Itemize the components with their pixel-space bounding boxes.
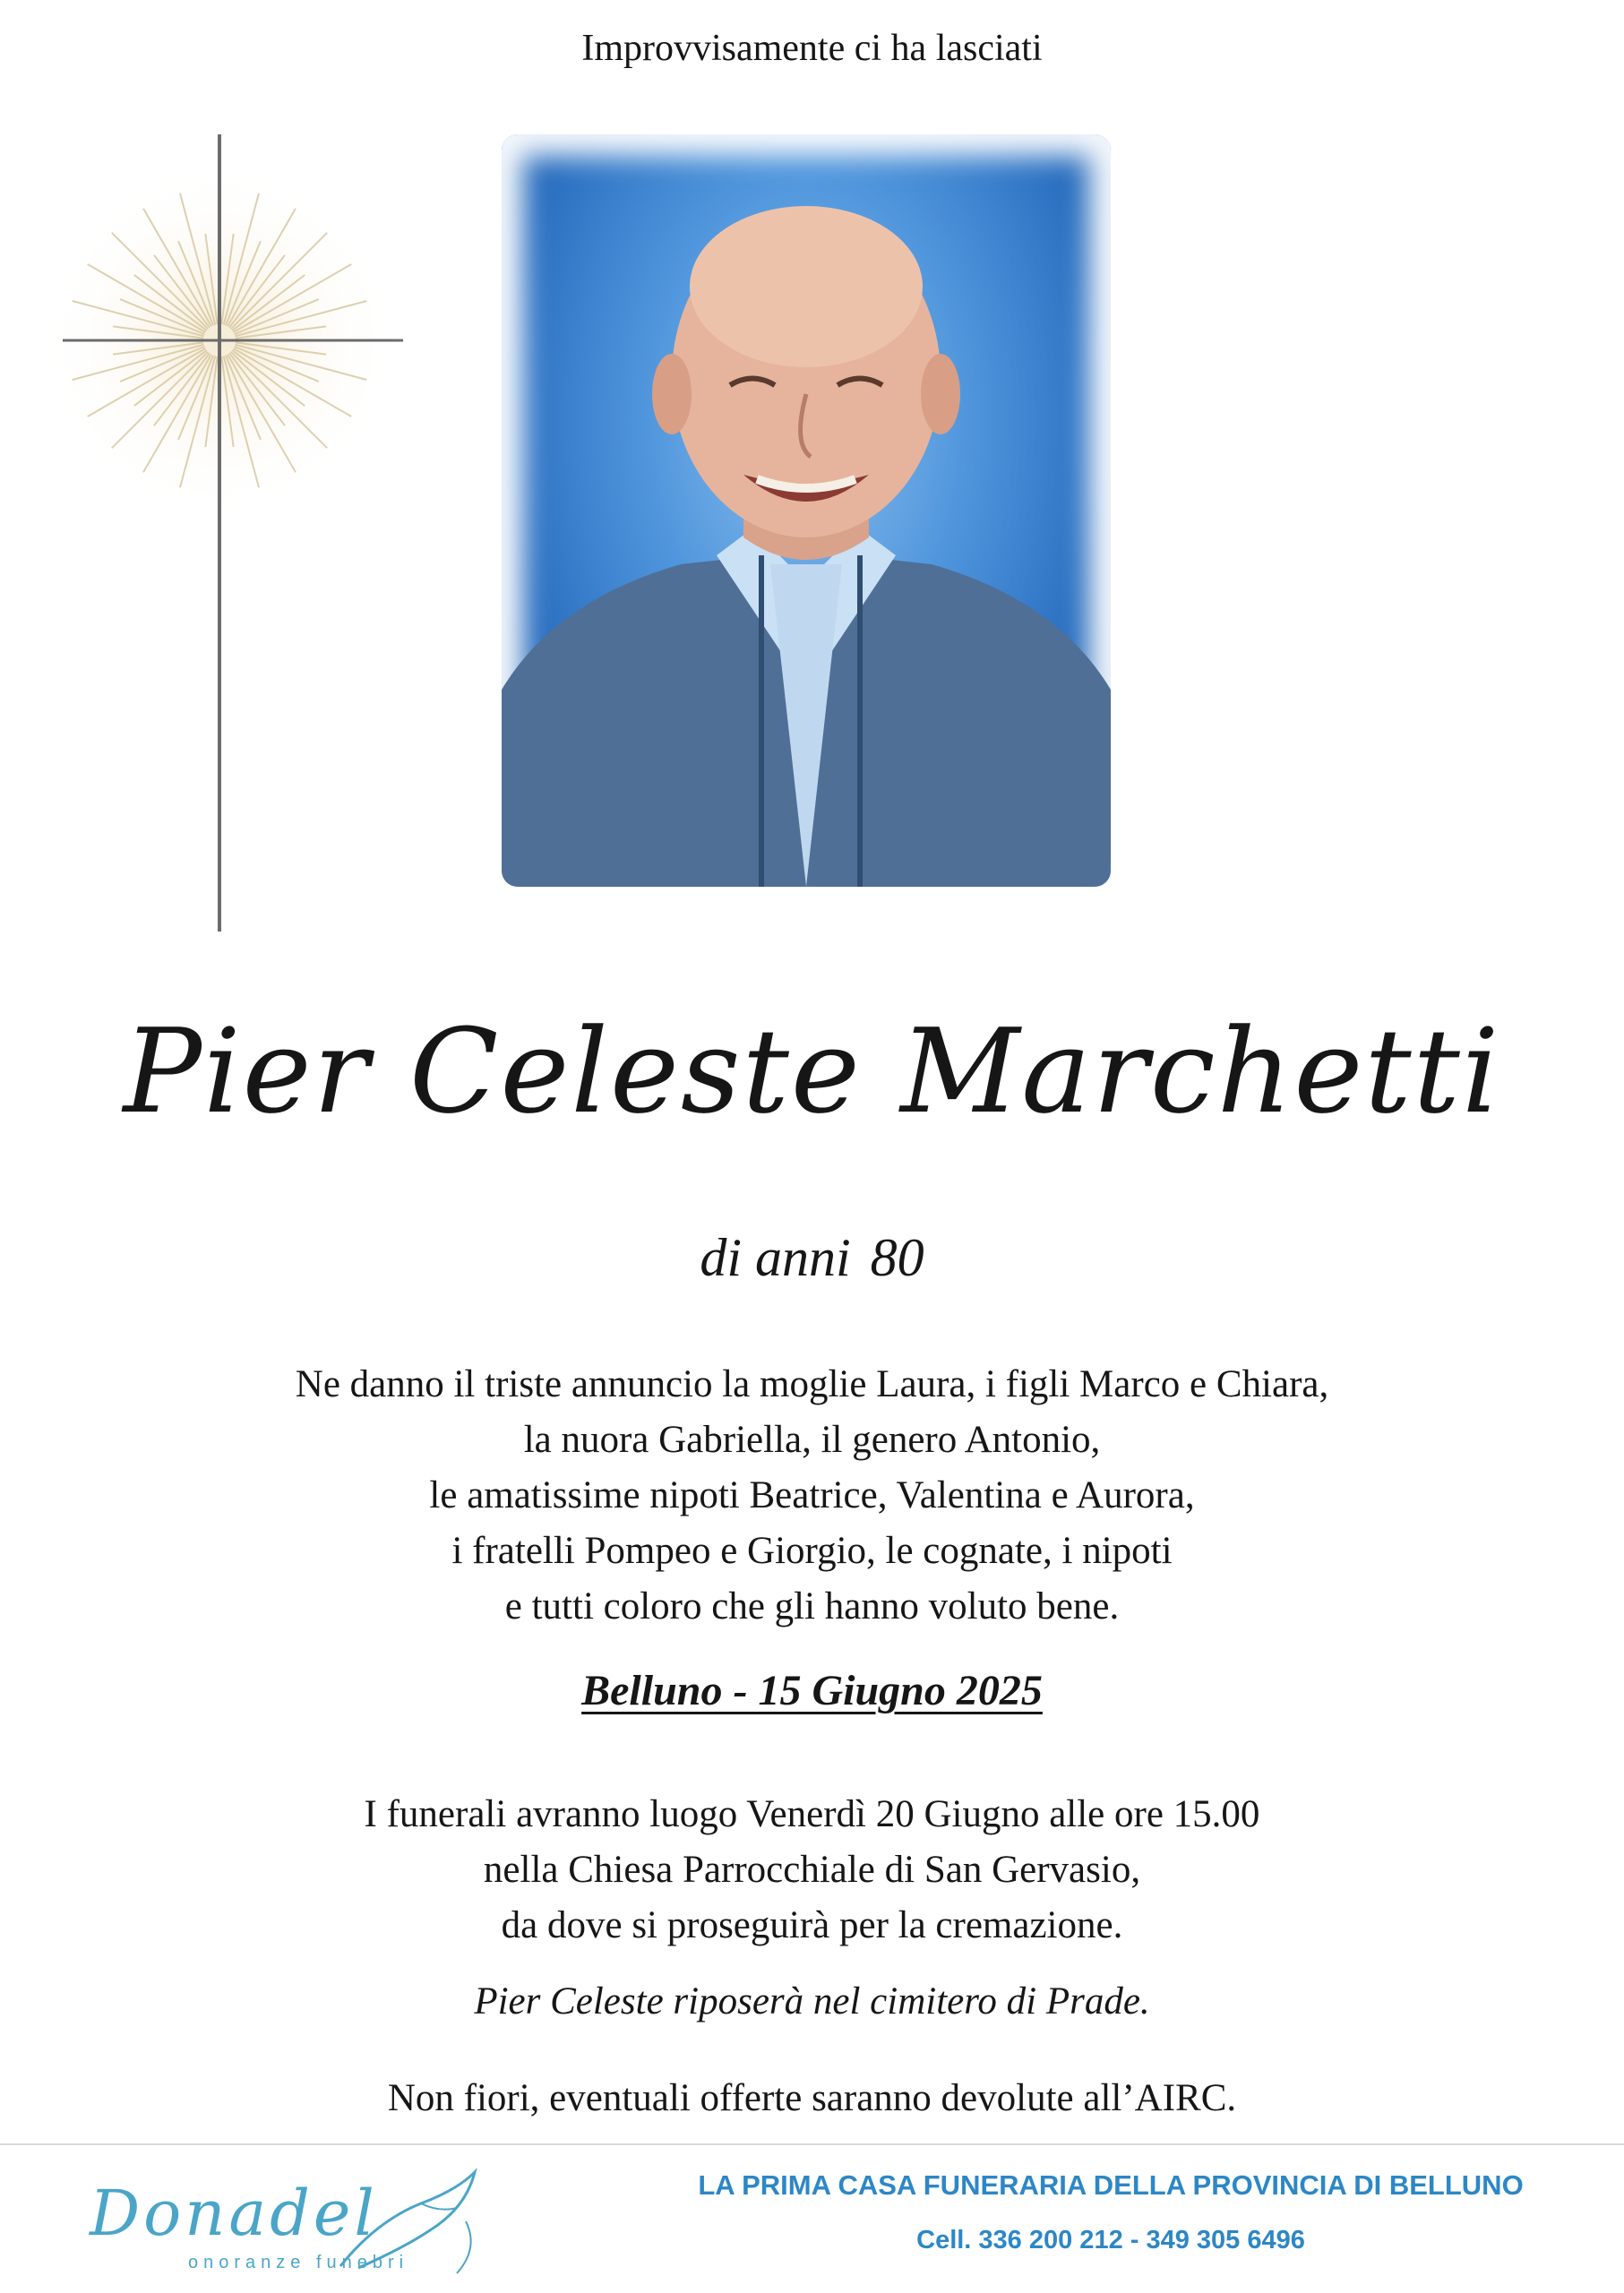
family-line: la nuora Gabriella, il genero Antonio, xyxy=(523,1419,1101,1461)
age-value: 80 xyxy=(870,1228,924,1287)
footer-divider xyxy=(0,2143,1624,2145)
logo-subtitle: onoranze funebri xyxy=(188,2253,409,2272)
flowers-note: Non fiori, eventuali offerte saranno devolute all’AIRC. xyxy=(387,2077,1237,2119)
family-announcement xyxy=(0,1357,1624,1635)
logo-text: Donadel xyxy=(90,2177,378,2250)
funeral-line: I funerali avranno luogo Venerdì 20 Giugno alle ore 15.00 xyxy=(364,1793,1260,1835)
place-date-text: Belluno - 15 Giugno 2025 xyxy=(581,1667,1043,1714)
donadel-logo xyxy=(90,2168,475,2275)
portrait-photo xyxy=(502,134,1111,887)
star-cross-icon xyxy=(36,134,412,940)
deceased-name: Pier Celeste Marchetti xyxy=(123,1003,1501,1139)
dove-logo-icon xyxy=(322,2168,502,2275)
footer-phones: Cell. 336 200 212 - 349 305 6496 xyxy=(916,2226,1305,2254)
family-line: Ne danno il triste annuncio la moglie Laura, i figli Marco e Chiara, xyxy=(295,1363,1329,1405)
funeral-info xyxy=(0,1787,1624,1954)
family-line: le amatissime nipoti Beatrice, Valentina e Aurora, xyxy=(429,1474,1195,1516)
place-date xyxy=(0,1666,1624,1715)
footer-slogan: LA PRIMA CASA FUNERARIA DELLA PROVINCIA DI BELLUNO xyxy=(698,2169,1524,2201)
family-line: i fratelli Pompeo e Giorgio, le cognate, i nipoti xyxy=(451,1530,1173,1572)
funeral-line: da dove si proseguirà per la cremazione. xyxy=(501,1904,1123,1946)
funeral-line: nella Chiesa Parrocchiale di San Gervasio, xyxy=(483,1849,1141,1891)
family-line: e tutti coloro che gli hanno voluto bene. xyxy=(504,1585,1120,1627)
age-line xyxy=(0,1227,1624,1289)
age-label: di anni xyxy=(700,1228,851,1287)
rest-place: Pier Celeste riposerà nel cimitero di Prade. xyxy=(474,1980,1150,2022)
intro-text: Improvvisamente ci ha lasciati xyxy=(581,28,1043,69)
